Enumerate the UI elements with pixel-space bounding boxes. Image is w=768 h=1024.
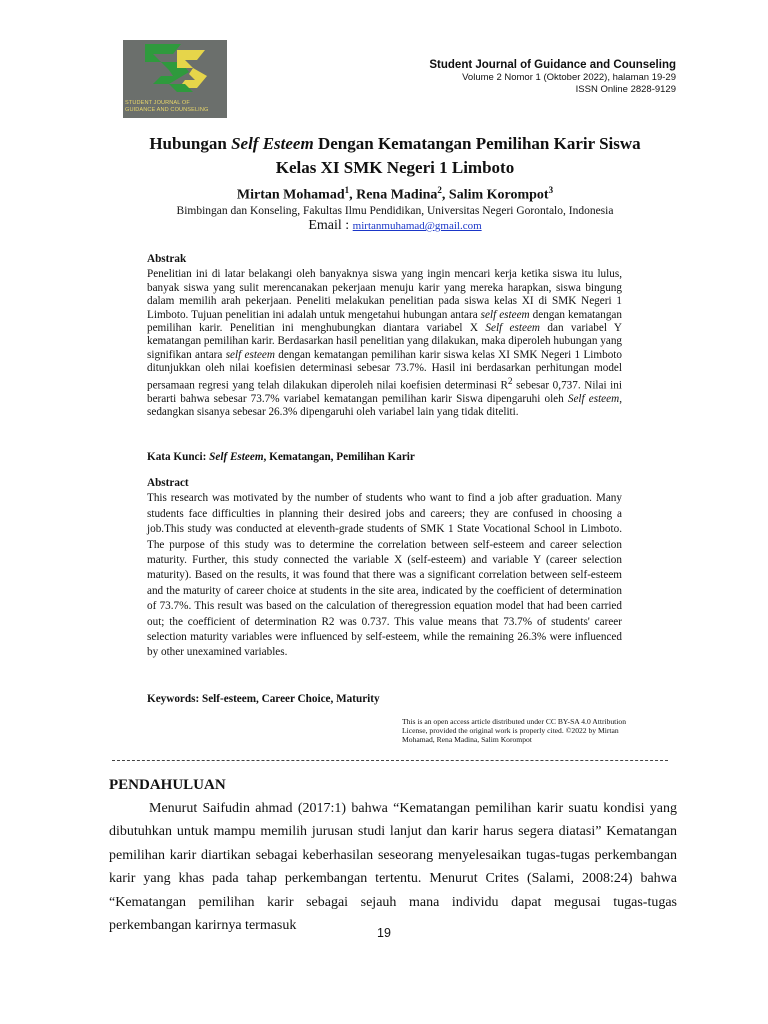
section-heading: PENDAHULUAN (109, 777, 226, 793)
abstrak-italic-term: Self esteem (485, 322, 540, 335)
abstract-heading: Abstract (147, 477, 189, 489)
journal-title: Student Journal of Guidance and Counseling (429, 59, 676, 71)
title-line-2: Kelas XI SMK Negeri 1 Limboto (275, 158, 515, 177)
title-part-1: Hubungan (149, 134, 232, 153)
author-separator: , (349, 187, 357, 203)
journal-logo (123, 40, 227, 118)
email-line (100, 218, 690, 234)
kata-kunci-rest: , Kematangan, Pemilihan Karir (263, 451, 415, 463)
journal-issn: ISSN Online 2828-9129 (575, 84, 676, 95)
body-text (109, 797, 677, 937)
abstrak-text-segment: dan variabel Y kematangan pemilihan karir. Berdasarkan hasil penelitian yang dilakukan, maka diperoleh hubungan yang signifikan antara (147, 322, 623, 361)
title-part-2: Dengan Kematangan Pemilihan Karir Siswa (313, 134, 641, 153)
license-note: This is an open access article distributed under CC BY-SA 4.0 Attribution License, provided the original work is properly cited. ©2022 by Mirtan Mohamad, Rena Madina, Salim Korompot (402, 717, 626, 744)
keywords: Keywords: Self-esteem, Career Choice, Maturity (147, 693, 380, 705)
author-affiliation-number: 1 (344, 185, 350, 195)
abstrak-section (147, 253, 622, 420)
author-name: Rena Madina (356, 187, 438, 203)
author-name: Salim Korompot (448, 187, 549, 203)
logo-caption (125, 100, 225, 113)
abstrak-italic-term: self esteem (225, 348, 275, 361)
abstrak-italic-term: self esteem (480, 308, 530, 321)
abstrak-italic-term: Self esteem (567, 392, 620, 405)
abstrak-text (147, 268, 622, 419)
logo-line-2: GUIDANCE AND COUNSELING (125, 106, 209, 113)
abstract-section (147, 476, 622, 661)
email-label: Email : (308, 218, 353, 233)
journal-volume: Volume 2 Nomor 1 (Oktober 2022), halaman 19-29 (462, 72, 676, 83)
abstrak-text-segment: Penelitian ini di latar belakangi oleh banyaknya siswa yang ingin mencari kerja ketika siswa itu lulus, banyak siswa yang sulit merencanakan pekerjaan menuju karir yang mereka harapkan, siswa bingung dalam memilih arah pekerjaan. Peneliti melakukan penelitian pada siswa kelas XI di SMK Negeri 1 Limboto. Tujuan penelitian ini adalah untuk mengetahui hubungan antara (147, 268, 622, 321)
author-name: Mirtan Mohamad (236, 187, 345, 203)
abstrak-text-segment: , sedangkan sisanya sebesar 26.3% dipengaruhi oleh variabel lain yang tidak diteliti. (147, 392, 622, 419)
affiliation: Bimbingan dan Konseling, Fakultas Ilmu Pendidikan, Universitas Negeri Gorontalo, Indonesia (176, 205, 614, 217)
kata-kunci (147, 451, 415, 463)
body-paragraph: Menurut Saifudin ahmad (2017:1) bahwa “Kematangan pemilihan karir suatu kondisi yang dibutuhkan untuk mampu memilih jurusan studi lanjut dan karir harus segera diatasi” Kematangan pemilihan karir diartikan sebagai keberhasilan seseorang menyelesaikan tugas-tugas perkembangan karir yang khas pada tahap perkembangan tertentu. Menurut Crites (Salami, 2008:24) bahwa “Kematangan pemilihan karir sebagai sejauh mana individu dapat megusai tugas-tugas perkembangan karirnya termasuk (109, 801, 677, 934)
abstrak-text-segment: sebesar 0,737. Nilai ini berarti bahwa sebesar 73.7% variabel kematangan pemilihan karir Siswa dipengaruhi oleh (147, 379, 622, 405)
journal-header (429, 59, 676, 96)
abstract-text: This research was motivated by the number of students who want to find a job after graduation. Many students face difficulties in planning their desired jobs and careers; they are confused in choosing a job.This study was conducted at eleventh-grade students of SMK 1 State Vocational School in Limboto. The purpose of this study was to determine the correlation between self-esteem and career selection maturity. Further, this study connected the variable X (self-esteem) and variable Y (career selection maturity). Based on the results, it was found that there was a significant correlation between self-esteem and the maturity of career choice at students in the site area, indicated by the coefficient of determination of 73.7%. This result was based on the calculation of theregression equation model that had been carried out; the coefficient of determination R2 was 0.737. This value means that 73.7% of students' career selection maturity variables were influenced by self-esteem, while the remaining 26.3% were influenced by other unexamined variables. (147, 492, 622, 659)
abstrak-text-segment: dengan kematangan pemilihan karir. Penelitian ini menghubungkan diantara variabel X (147, 308, 622, 335)
abstrak-heading: Abstrak (147, 253, 187, 265)
r-squared-superscript: 2 (507, 376, 513, 387)
author-affiliation-number: 3 (548, 185, 554, 195)
section-divider (112, 760, 668, 761)
author-list (100, 185, 690, 204)
author-separator: , (441, 187, 449, 203)
abstrak-text-segment: dengan kematangan pemilihan karir siswa kelas XI SMK Negeri 1 Limboto ditunjukkan oleh nilai koefisien determinasi sebesar 73.7%. Hasil ini berdasarkan perhitungan model persamaan regresi yang telah dilakukan diperoleh nilai koefisien determinasi R (147, 348, 622, 392)
logo-line-1: STUDENT JOURNAL OF (125, 100, 190, 106)
kata-kunci-label: Kata Kunci: (147, 451, 210, 463)
page-number: 19 (377, 926, 391, 940)
title-italic: Self Esteem (231, 134, 314, 153)
article-title (100, 132, 690, 180)
kata-kunci-italic: Self Esteem (209, 451, 264, 463)
email-link[interactable]: mirtanmuhamad@gmail.com (352, 220, 482, 232)
author-affiliation-number: 2 (437, 185, 442, 195)
